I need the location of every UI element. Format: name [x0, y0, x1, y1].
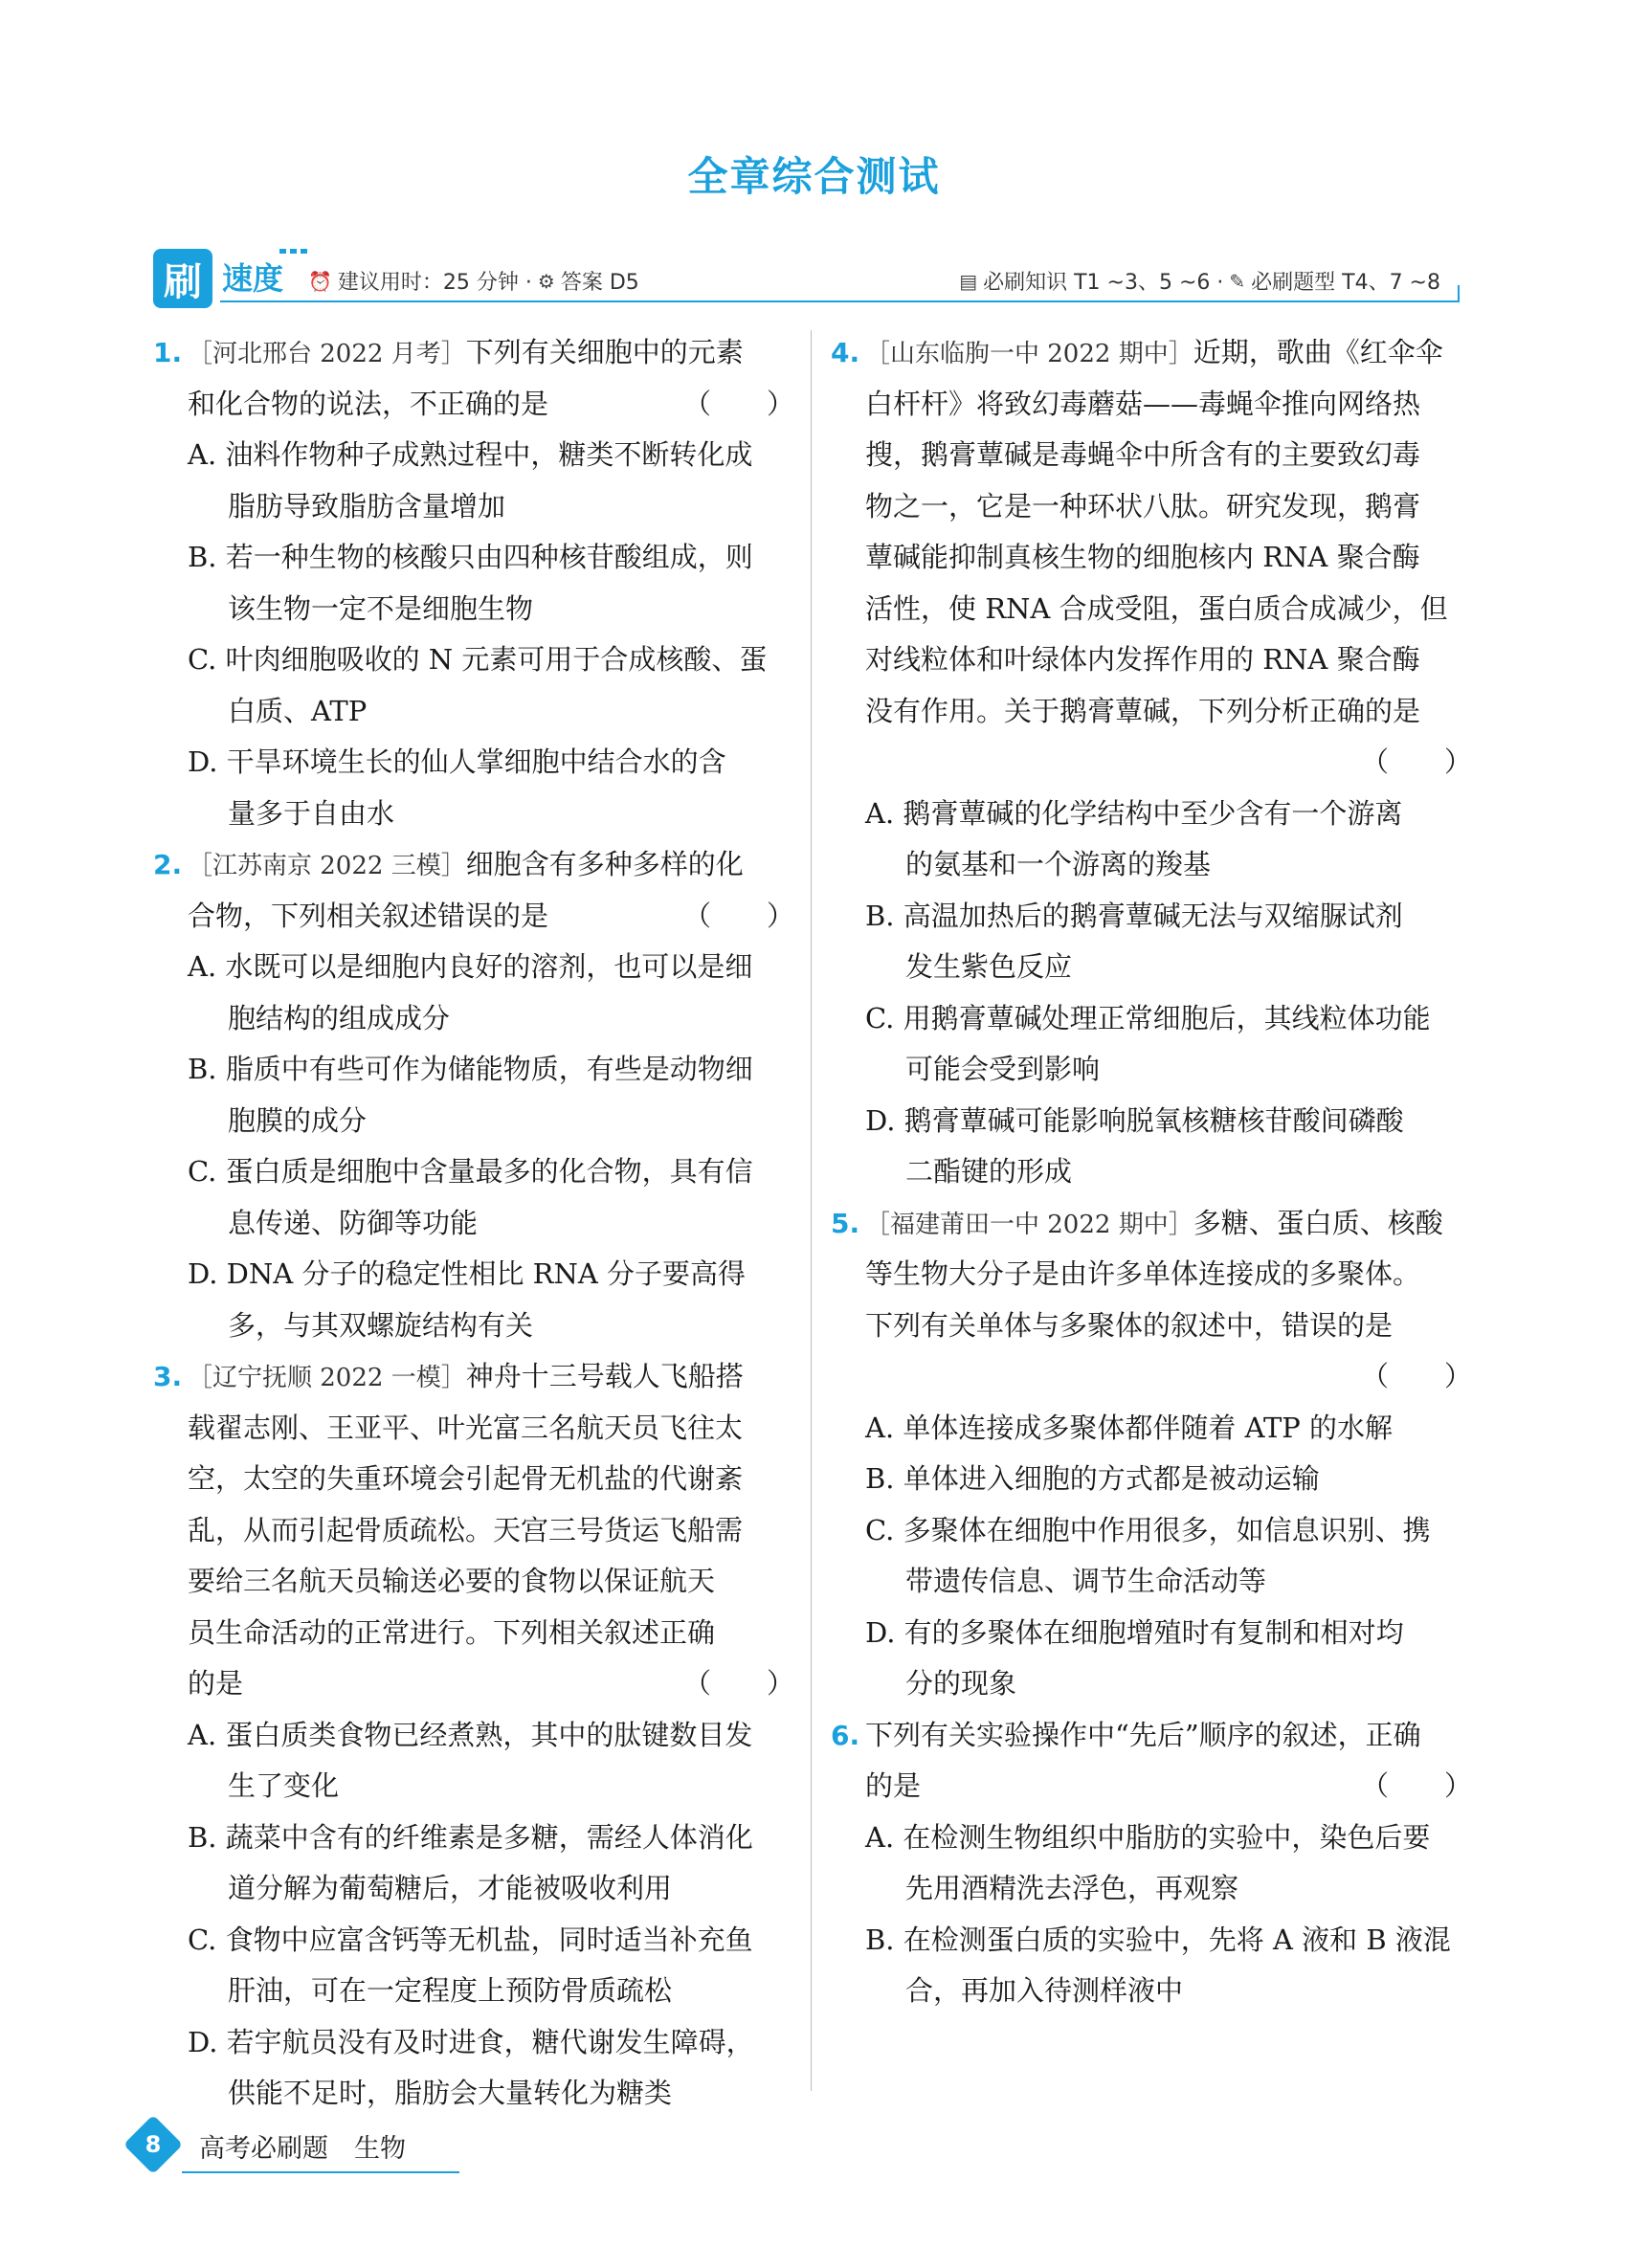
option-line	[153, 1812, 794, 1864]
option-text: 道分解为葡萄糖后，才能被吸收利用	[228, 1872, 673, 1904]
option-line	[831, 1403, 1472, 1455]
page-number: 8	[145, 2131, 162, 2158]
option-line	[153, 942, 794, 993]
question-number: 5.	[831, 1207, 860, 1239]
answer-icon: ⚙	[537, 269, 555, 293]
option-text: D. DNA 分子的稳定性相比 RNA 分子要高得	[188, 1257, 747, 1290]
question-text: 员生命活动的正常进行。下列相关叙述正确	[188, 1615, 716, 1649]
answer-blank: （ ）	[682, 387, 794, 420]
option-text: A. 水既可以是细胞内良好的溶剂，也可以是细	[188, 950, 753, 983]
header-rule-end	[1458, 285, 1460, 302]
option-line	[831, 1812, 1472, 1864]
option-line	[153, 1915, 794, 1967]
question-source: ［福建莆田一中 2022 期中］	[865, 1210, 1193, 1239]
clock-icon: ⏰	[308, 269, 332, 293]
question-text: 细胞含有多种多样的化	[465, 848, 744, 880]
question-text: 等生物大分子是由许多单体连接成的多聚体。	[865, 1257, 1421, 1290]
option-line	[831, 1505, 1472, 1557]
answer-blank: （ ）	[1360, 745, 1472, 778]
question-line	[153, 1351, 794, 1403]
question-text: 搜，鹅膏蕈碱是毒蝇伞中所含有的主要致幻毒	[865, 438, 1421, 471]
header-rule	[220, 300, 1460, 302]
option-text: 白质、ATP	[228, 694, 368, 727]
option-text: A. 油料作物种子成熟过程中，糖类不断转化成	[188, 438, 753, 471]
question-line	[153, 1454, 794, 1505]
question-text: 下列有关实验操作中“先后”顺序的叙述，正确	[865, 1718, 1421, 1751]
question-number: 4.	[831, 337, 860, 368]
option-text: A. 鹅膏蕈碱的化学结构中至少含有一个游离	[865, 796, 1403, 830]
option-text: A. 单体连接成多聚体都伴随着 ATP 的水解	[865, 1411, 1394, 1444]
question-line	[831, 634, 1472, 686]
column-divider	[811, 330, 812, 2091]
option-text: B. 高温加热后的鹅膏蕈碱无法与双缩脲试剂	[865, 899, 1403, 932]
question-text: 和化合物的说法，不正确的是	[188, 387, 549, 420]
question-line	[153, 891, 794, 943]
question-line	[831, 532, 1472, 584]
option-line	[153, 1966, 794, 2017]
option-line	[153, 532, 794, 584]
option-line	[153, 584, 794, 635]
question-number: 3.	[153, 1361, 183, 1392]
question-line	[831, 327, 1472, 379]
option-text: C. 用鹅膏蕈碱处理正常细胞后，其线粒体功能	[865, 1001, 1431, 1034]
option-line	[153, 686, 794, 738]
option-line	[153, 993, 794, 1045]
question-line	[153, 839, 794, 891]
option-text: 先用酒精洗去浮色，再观察	[905, 1872, 1239, 1904]
knowledge-range: 必刷知识 T1 ~3、5 ~6 ·	[983, 271, 1224, 295]
option-line	[831, 1556, 1472, 1608]
option-text: B. 蔬菜中含有的纤维素是多糖，需经人体消化	[188, 1820, 753, 1854]
knowledge-info	[959, 266, 1440, 296]
question-number: 2.	[153, 849, 183, 880]
option-text: D. 若宇航员没有及时进食，糖代谢发生障碍，	[188, 2025, 754, 2058]
question-text: 近期，歌曲《红伞伞	[1193, 336, 1443, 368]
option-line	[153, 1761, 794, 1812]
answer-blank: （ ）	[682, 899, 794, 932]
option-text: 的氨基和一个游离的羧基	[905, 848, 1212, 880]
option-text: D. 干旱环境生长的仙人掌细胞中结合水的含	[188, 745, 726, 778]
question-text: 白杆杆》将致幻毒蘑菇——毒蝇伞推向网络热	[865, 387, 1421, 420]
question-line	[153, 327, 794, 379]
option-text: C. 食物中应富含钙等无机盐，同时适当补充鱼	[188, 1923, 753, 1956]
option-line	[831, 1863, 1472, 1915]
option-text: 肝油，可在一定程度上预防骨质疏松	[228, 1974, 673, 2007]
option-text: 脂肪导致脂肪含量增加	[228, 489, 506, 523]
book-title: 高考必刷题 生物	[199, 2134, 406, 2164]
question-text: 的是	[865, 1769, 922, 1802]
option-text: 可能会受到影响	[905, 1053, 1101, 1085]
question-line	[831, 584, 1472, 635]
option-line	[831, 993, 1472, 1045]
question-text: 没有作用。关于鹅膏蕈碱，下列分析正确的是	[865, 694, 1421, 727]
question-source: ［江苏南京 2022 三模］	[188, 852, 466, 880]
option-line	[153, 1249, 794, 1301]
question-line	[153, 379, 794, 431]
brand-dots	[279, 249, 307, 254]
option-text: B. 脂质中有些可作为储能物质，有些是动物细	[188, 1053, 753, 1085]
question-text: 对线粒体和叶绿体内发挥作用的 RNA 聚合酶	[865, 643, 1420, 676]
option-text: B. 若一种生物的核酸只由四种核苷酸组成，则	[188, 541, 753, 573]
option-text: 息传递、防御等功能	[228, 1206, 479, 1239]
option-text: 多，与其双螺旋结构有关	[228, 1308, 534, 1342]
option-text: B. 单体进入细胞的方式都是被动运输	[865, 1462, 1320, 1495]
option-line	[831, 1146, 1472, 1198]
option-text: A. 在检测生物组织中脂肪的实验中，染色后要	[865, 1820, 1431, 1854]
question-line	[831, 1761, 1472, 1812]
option-line	[153, 481, 794, 533]
question-source: ［河北邢台 2022 月考］	[188, 340, 466, 368]
question-text: 物之一，它是一种环状八肽。研究发现，鹅膏	[865, 489, 1421, 523]
option-text: 合，再加入待测样液中	[905, 1974, 1184, 2007]
option-line	[153, 1198, 794, 1250]
option-text: 供能不足时，脂肪会大量转化为糖类	[228, 2077, 673, 2109]
option-text: 发生紫色反应	[905, 950, 1073, 983]
right-column	[831, 327, 1472, 2017]
option-text: C. 多聚体在细胞中作用很多，如信息识别、携	[865, 1513, 1431, 1546]
question-line	[831, 430, 1472, 481]
left-column	[153, 327, 794, 2120]
answer-blank: （ ）	[1360, 1769, 1472, 1802]
question-text: 下列有关单体与多聚体的叙述中，错误的是	[865, 1308, 1394, 1342]
option-line	[831, 789, 1472, 840]
option-text: 二酯键的形成	[905, 1155, 1073, 1188]
question-text: 合物，下列相关叙述错误的是	[188, 899, 549, 932]
question-number: 6.	[831, 1719, 860, 1751]
question-line	[153, 1608, 794, 1659]
suggest-time: 建议用时：25 分钟 ·	[337, 271, 532, 295]
page-footer	[124, 2120, 450, 2187]
book-icon: ▤	[959, 269, 978, 293]
question-line	[831, 1301, 1472, 1352]
option-line	[153, 1863, 794, 1915]
option-text: 该生物一定不是细胞生物	[228, 591, 534, 625]
option-line	[831, 1454, 1472, 1505]
question-text: 活性，使 RNA 合成受阻，蛋白质合成减少，但	[865, 591, 1448, 625]
question-text: 多糖、蛋白质、核酸	[1193, 1206, 1443, 1239]
option-line	[153, 737, 794, 789]
question-line	[153, 1556, 794, 1608]
question-text: 神舟十三号载人飞船搭	[465, 1360, 744, 1392]
question-text: 空，太空的失重环境会引起骨无机盐的代谢紊	[188, 1462, 744, 1495]
option-line	[831, 1044, 1472, 1096]
question-number: 1.	[153, 337, 183, 368]
time-info	[308, 266, 639, 296]
question-text: 乱，从而引起骨质疏松。天宫三号货运飞船需	[188, 1513, 744, 1546]
option-line	[153, 1146, 794, 1198]
option-text: 胞膜的成分	[228, 1103, 368, 1137]
question-line	[831, 481, 1472, 533]
option-text: 生了变化	[228, 1769, 340, 1802]
option-line	[153, 430, 794, 481]
question-text: 下列有关细胞中的元素	[465, 336, 744, 368]
option-line	[831, 1608, 1472, 1659]
option-line	[831, 1966, 1472, 2017]
option-text: C. 叶肉细胞吸收的 N 元素可用于合成核酸、蛋	[188, 643, 768, 676]
question-text: 要给三名航天员输送必要的食物以保证航天	[188, 1565, 716, 1597]
footer-rule	[182, 2171, 459, 2173]
question-line	[831, 1249, 1472, 1301]
option-line	[831, 942, 1472, 993]
answer-blank: （ ）	[682, 1667, 794, 1700]
option-line	[831, 1096, 1472, 1147]
question-line	[153, 1658, 794, 1710]
option-line	[153, 2017, 794, 2069]
option-text: D. 鹅膏蕈碱可能影响脱氧核糖核苷酸间磷酸	[865, 1103, 1404, 1137]
page-title: 全章综合测试	[687, 153, 941, 200]
question-line	[831, 686, 1472, 738]
question-source: ［辽宁抚顺 2022 一模］	[188, 1364, 466, 1392]
question-line	[831, 1198, 1472, 1250]
option-text: 量多于自由水	[228, 796, 395, 830]
pen-icon: ✎	[1229, 269, 1246, 293]
option-text: D. 有的多聚体在细胞增殖时有复制和相对均	[865, 1615, 1404, 1649]
option-line	[831, 1915, 1472, 1967]
answer-blank-line	[831, 1351, 1472, 1403]
option-line	[153, 1710, 794, 1762]
question-source: ［山东临朐一中 2022 期中］	[865, 340, 1193, 368]
option-line	[831, 839, 1472, 891]
option-text: B. 在检测蛋白质的实验中，先将 A 液和 B 液混	[865, 1923, 1451, 1956]
question-text: 载翟志刚、王亚平、叶光富三名航天员飞往太	[188, 1411, 744, 1444]
option-line	[153, 1044, 794, 1096]
option-text: A. 蛋白质类食物已经煮熟，其中的肽键数目发	[188, 1718, 753, 1751]
question-type-range: 必刷题型 T4、7 ~8	[1251, 271, 1440, 295]
question-text: 蕈碱能抑制真核生物的细胞核内 RNA 聚合酶	[865, 541, 1420, 573]
option-line	[153, 1301, 794, 1352]
option-line	[153, 2068, 794, 2120]
answer-blank-line	[831, 737, 1472, 789]
option-line	[153, 634, 794, 686]
answer-ref: 答案 D5	[560, 271, 639, 295]
option-line	[153, 789, 794, 840]
question-text: 的是	[188, 1667, 244, 1700]
brand-word: 速度	[222, 260, 284, 297]
option-line	[831, 891, 1472, 943]
question-line	[831, 1710, 1472, 1762]
option-text: C. 蛋白质是细胞中含量最多的化合物，具有信	[188, 1155, 753, 1188]
option-line	[831, 1658, 1472, 1710]
section-header	[153, 247, 1460, 312]
question-line	[153, 1403, 794, 1455]
question-line	[153, 1505, 794, 1557]
option-line	[153, 1096, 794, 1147]
question-line	[831, 379, 1472, 431]
answer-blank: （ ）	[1360, 1360, 1472, 1392]
brand-logo: 刷	[153, 249, 212, 308]
option-text: 分的现象	[905, 1667, 1017, 1700]
option-text: 胞结构的组成成分	[228, 1001, 451, 1034]
option-text: 带遗传信息、调节生命活动等	[905, 1565, 1267, 1597]
